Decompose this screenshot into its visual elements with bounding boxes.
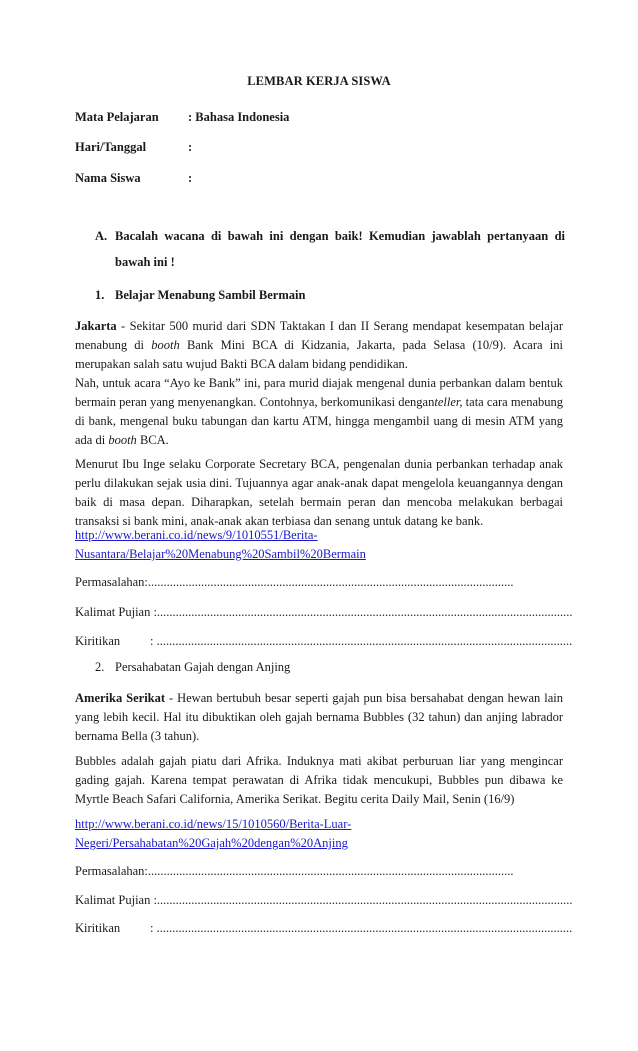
section1-p2-italic2: booth xyxy=(108,433,137,447)
section2-paragraph-1 xyxy=(75,689,563,746)
field-name-value: : xyxy=(188,171,193,185)
section1-answer-critique xyxy=(75,634,572,649)
section1-answer-praise: Kalimat Pujian :..................................................................................................................................... xyxy=(75,605,573,619)
section1-critique-label: Kiritikan xyxy=(75,634,121,648)
section1-p1-italic: booth xyxy=(151,338,180,352)
section1-link-line2[interactable]: Nusantara/Belajar%20Menabung%20Sambil%20Bermain xyxy=(75,547,366,561)
section2-marker: 2. xyxy=(95,660,105,674)
section2-critique-dots: : ..................................................................................................................................... xyxy=(150,921,573,935)
section1-p2-italic: teller, xyxy=(434,395,463,409)
field-date-value: : xyxy=(188,140,193,154)
section2-title xyxy=(95,660,290,675)
section2-paragraph-2: Bubbles adalah gajah piatu dari Afrika. Induknya mati akibat perburuan liar yang mengincar gading gajah. Karena tempat perawatan di Afrika tidak mencukupi, Bubbles pun dibawa ke Myrtle Beach Safari California, Amerika Serikat. Begitu cerita Daily Mail, Senin (16/9) xyxy=(75,754,563,806)
field-subject-value: : Bahasa Indonesia xyxy=(188,110,290,124)
field-name-label: Nama Siswa xyxy=(75,171,141,185)
section1-p1-lead: Jakarta xyxy=(75,319,117,333)
section1-paragraph-3: Menurut Ibu Inge selaku Corporate Secretary BCA, pengenalan dunia perbankan terhadap anak perlu dilakukan sejak usia dini. Tujuannya agar anak-anak dapat mengelola keuangannya dengan baik di masa depan. Diharapkan, setelah bermain peran dan mencoba melakukan berbagai transaksi si bank mini, anak-anak akan terbiasa dan senang untuk datang ke bank. xyxy=(75,457,563,528)
section1-p1-text: - Sekitar 500 murid dari SDN Taktakan I dan II Serang mendapat kesempatan belajar menabung di xyxy=(75,319,563,352)
section2-source-link[interactable] xyxy=(75,815,563,853)
section2-answer-problem: Permasalahan:..................................................................................................................... xyxy=(75,864,514,878)
section2-link-line1[interactable]: http://www.berani.co.id/news/15/1010560/Berita-Luar- xyxy=(75,817,352,831)
section1-critique-dots: : ..................................................................................................................................... xyxy=(150,634,573,648)
field-name xyxy=(75,171,192,186)
section2-critique-label: Kiritikan xyxy=(75,921,121,935)
section2-link-line2[interactable]: Negeri/Persahabatan%20Gajah%20dengan%20Anjing xyxy=(75,836,348,850)
worksheet-title: LEMBAR KERJA SISWA xyxy=(247,74,391,88)
section2-answer-critique xyxy=(75,921,572,936)
field-subject xyxy=(75,110,289,125)
section1-p2-rest: tata cara menabung di bank, mengenal buku tabungan dan kartu ATM, hingga mengambil uang di mesin ATM yang ada di xyxy=(75,395,563,447)
section1-paragraph-2 xyxy=(75,374,563,450)
section1-paragraph-1 xyxy=(75,317,563,374)
section2-title-text: Persahabatan Gajah dengan Anjing xyxy=(115,660,291,674)
section1-title-text: Belajar Menabung Sambil Bermain xyxy=(115,288,306,302)
section2-p1-lead: Amerika Serikat xyxy=(75,691,166,705)
instruction-text: Bacalah wacana di bawah ini dengan baik! Kemudian jawablah pertanyaan di bawah ini ! xyxy=(115,229,565,269)
section2-p1-text: - Hewan bertubuh besar seperti gajah pun bisa bersahabat dengan hewan lain yang lebih kecil. Hal itu dibuktikan oleh gajah bernama Bubbles (32 tahun) dan anjing labrador bernama Bella (3 tahun). xyxy=(75,691,563,743)
section2-answer-praise: Kalimat Pujian :..................................................................................................................................... xyxy=(75,893,573,907)
section1-link-line1[interactable]: http://www.berani.co.id/news/9/1010551/Berita- xyxy=(75,528,318,542)
section1-p1-rest: Bank Mini BCA di Kidzania, Jakarta, pada Selasa (10/9). Acara ini merupakan salah satu wujud Bakti BCA dalam bidang pendidikan. xyxy=(75,338,563,371)
field-date xyxy=(75,140,192,155)
section1-source-link[interactable] xyxy=(75,526,563,564)
field-date-label: Hari/Tanggal xyxy=(75,140,147,154)
instruction-marker: A. xyxy=(95,229,108,243)
section1-answer-problem: Permasalahan:..................................................................................................................... xyxy=(75,575,514,589)
section1-marker: 1. xyxy=(95,288,105,302)
section1-p2-end: BCA. xyxy=(136,433,169,447)
section1-title xyxy=(95,288,305,303)
section1-p2-text: Nah, untuk acara “Ayo ke Bank” ini, para murid diajak mengenal dunia perbankan dalam bentuk bermain peran yang menyenangkan. Contohnya, berkomunikasi dengan xyxy=(75,376,563,409)
field-subject-label: Mata Pelajaran xyxy=(75,110,159,124)
instruction xyxy=(95,223,565,275)
